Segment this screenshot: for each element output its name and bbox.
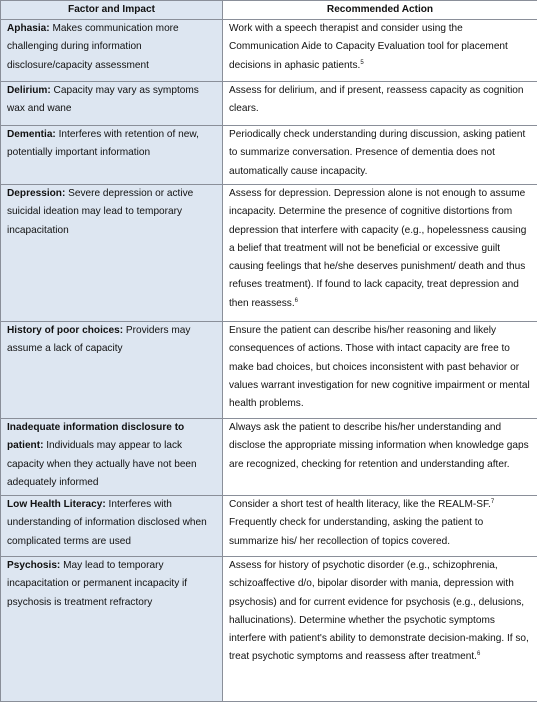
reference-number: 5 [360, 60, 363, 66]
action-cell [223, 126, 537, 185]
action-cell [223, 557, 537, 702]
factor-name: Aphasia: [7, 23, 50, 34]
factor-cell [1, 496, 223, 557]
table-row [1, 322, 537, 419]
action-cell [223, 82, 537, 126]
table-row [1, 82, 537, 126]
reference-number: 6 [477, 651, 480, 657]
table-row [1, 557, 537, 702]
factor-impact: Severe depression or active suicidal ideation may lead to temporary incapacitation [7, 188, 193, 236]
table-row [1, 126, 537, 185]
action-text: Assess for delirium, and if present, reassess capacity as cognition clears. [229, 85, 524, 114]
action-text: Always ask the patient to describe his/her understanding and disclose the appropriate missing information when knowledge gaps are recognized, checking for retention and understanding after. [229, 422, 529, 470]
factor-impact: Interferes with retention of new, potentially important information [7, 129, 199, 158]
action-cell [223, 20, 537, 82]
action-cell [223, 322, 537, 419]
factor-impact: Providers may assume a lack of capacity [7, 325, 190, 354]
factor-name: Psychosis: [7, 560, 60, 571]
action-cell [223, 496, 537, 557]
reference-number: 7 [491, 499, 494, 505]
table-header-row [1, 1, 537, 20]
action-text: Ensure the patient can describe his/her reasoning and likely consequences of actions. Those with intact capacity are free to make bad choices, but choices inconsistent with past behavior or values warrant investigation for new cognitive impairment or mental health problems. [229, 325, 530, 409]
factor-column-header: Factor and Impact [1, 1, 223, 20]
table-row [1, 496, 537, 557]
action-text: Work with a speech therapist and consider using the Communication Aide to Capacity Evaluation tool for placement decisions in aphasic patients. [229, 23, 508, 71]
factor-name: History of poor choices: [7, 325, 123, 336]
action-text: Assess for history of psychotic disorder (e.g., schizophrenia, schizoaffective d/o, bipolar disorder with mania, depression with psychosis) and for current evidence for psychosis (e.g., delusions, hallucinations). Determine whether the psychotic symptoms interfere with patient's ability to demonstrate decision-making. If so, treat psychotic symptoms and reassess after treatment. [229, 560, 529, 662]
reference-number: 6 [295, 298, 298, 304]
factor-impact: Capacity may vary as symptoms wax and wane [7, 85, 199, 114]
table-row [1, 20, 537, 82]
factor-name: Low Health Literacy: [7, 499, 106, 510]
factor-impact: Makes communication more challenging during information disclosure/capacity assessment [7, 23, 179, 71]
factor-cell [1, 322, 223, 419]
factor-impact: May lead to temporary incapacitation or permanent incapacity if psychosis is treatment refractory [7, 560, 187, 608]
action-text: Consider a short test of health literacy, like the REALM-SF. [229, 499, 491, 510]
action-column-header: Recommended Action [223, 1, 537, 20]
action-text: Assess for depression. Depression alone is not enough to assume incapacity. Determine the presence of cognitive distortions from depression that interfere with capacity (e.g., hopelessness causing a belief that treatment will not be beneficial or excessive guilt causing feelings that he/she deserves punishment/ death and thus refuses treatment). If found to lack capacity, treat depression and then reassess. [229, 188, 526, 309]
action-text: Periodically check understanding during discussion, asking patient to summarize conversation. Presence of dementia does not automatically cause incapacity. [229, 129, 525, 177]
factor-impact: Interferes with understanding of information disclosed when complicated terms are used [7, 499, 207, 547]
factor-cell [1, 82, 223, 126]
table-row [1, 419, 537, 496]
action-cell [223, 185, 537, 322]
factor-cell [1, 185, 223, 322]
factor-name: Dementia: [7, 129, 56, 140]
factor-cell [1, 126, 223, 185]
factor-name: Depression: [7, 188, 65, 199]
factor-cell [1, 557, 223, 702]
factor-cell [1, 419, 223, 496]
action-cell [223, 419, 537, 496]
factor-name: Inadequate information disclosure to patient: [7, 422, 184, 451]
factor-cell [1, 20, 223, 82]
action-text-continued: Frequently check for understanding, asking the patient to summarize his/ her recollection of topics covered. [229, 517, 483, 546]
table-row [1, 185, 537, 322]
factor-impact: Individuals may appear to lack capacity when they actually have not been adequately informed [7, 440, 197, 488]
factor-name: Delirium: [7, 85, 51, 96]
